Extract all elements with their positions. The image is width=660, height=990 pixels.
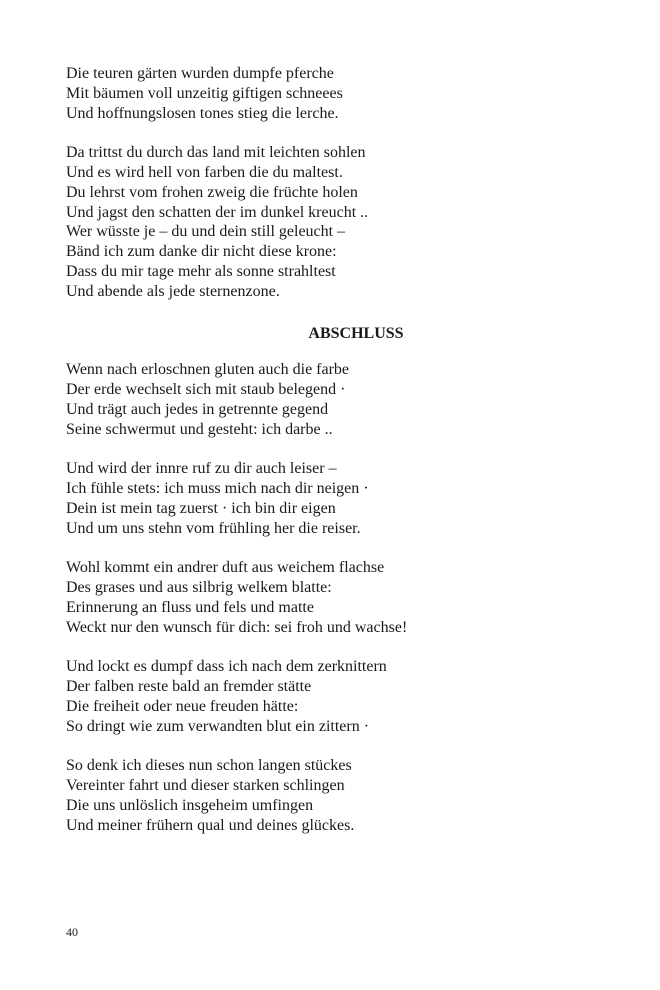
- verse-line: Und um uns stehn vom frühling her die reiser.: [66, 519, 361, 537]
- verse-line: Seine schwermut und gesteht: ich darbe ..: [66, 420, 333, 438]
- verse-line: Wer wüsste je – du und dein still geleucht –: [66, 223, 346, 241]
- verse-line: Und abende als jede sternenzone.: [66, 282, 280, 300]
- verse-line: Bänd ich zum danke dir nicht diese krone:: [66, 243, 337, 261]
- verse-line: Die teuren gärten wurden dumpfe pferche: [66, 65, 334, 82]
- stanza: [66, 64, 606, 123]
- verse-line: Dass du mir tage mehr als sonne strahltest: [66, 262, 336, 280]
- verse-line: Du lehrst vom frohen zweig die früchte holen: [66, 183, 358, 201]
- stanza: [66, 143, 606, 301]
- verse-line: Vereinter fahrt und dieser starken schlingen: [66, 777, 345, 795]
- verse-line: Und meiner frühern qual und deines glückes.: [66, 816, 355, 834]
- stanza: [66, 756, 606, 835]
- verse-line: Und jagst den schatten der im dunkel kreucht ..: [66, 203, 369, 221]
- verse-line: Und trägt auch jedes in getrennte gegend: [66, 400, 329, 418]
- stanza: [66, 459, 606, 538]
- page-number: 40: [66, 925, 78, 939]
- verse-line: So dringt wie zum verwandten blut ein zittern ·: [66, 717, 370, 735]
- verse-line: Der falben reste bald an fremder stätte: [66, 678, 312, 696]
- poem-title: ABSCHLUSS: [308, 324, 404, 342]
- poem-text-block: [66, 64, 606, 855]
- verse-line: Ich fühle stets: ich muss mich nach dir neigen ·: [66, 480, 369, 498]
- stanza: [66, 558, 606, 637]
- verse-line: Wohl kommt ein andrer duft aus weichem flachse: [66, 559, 385, 577]
- verse-line: Wenn nach erloschnen gluten auch die farbe: [66, 361, 350, 379]
- verse-line: Und es wird hell von farben die du maltest.: [66, 163, 343, 181]
- verse-line: Da trittst du durch das land mit leichten sohlen: [66, 144, 366, 162]
- verse-line: Mit bäumen voll unzeitig giftigen schneees: [66, 84, 343, 102]
- verse-line: Und wird der innre ruf zu dir auch leiser –: [66, 460, 337, 478]
- verse-line: So denk ich dieses nun schon langen stückes: [66, 757, 352, 775]
- verse-line: Der erde wechselt sich mit staub belegend ·: [66, 381, 346, 399]
- verse-line: Dein ist mein tag zuerst · ich bin dir eigen: [66, 499, 336, 517]
- verse-line: Die freiheit oder neue freuden hätte:: [66, 697, 299, 715]
- verse-line: Des grases und aus silbrig welkem blatte:: [66, 579, 332, 597]
- verse-line: Die uns unlöslich insgeheim umfingen: [66, 796, 314, 814]
- verse-line: Und lockt es dumpf dass ich nach dem zerknittern: [66, 658, 387, 676]
- stanza: [66, 360, 606, 439]
- verse-line: Weckt nur den wunsch für dich: sei froh und wachse!: [66, 618, 408, 636]
- stanza: [66, 657, 606, 736]
- verse-line: Erinnerung an fluss und fels und matte: [66, 598, 314, 616]
- verse-line: Und hoffnungslosen tones stieg die lerche.: [66, 104, 339, 122]
